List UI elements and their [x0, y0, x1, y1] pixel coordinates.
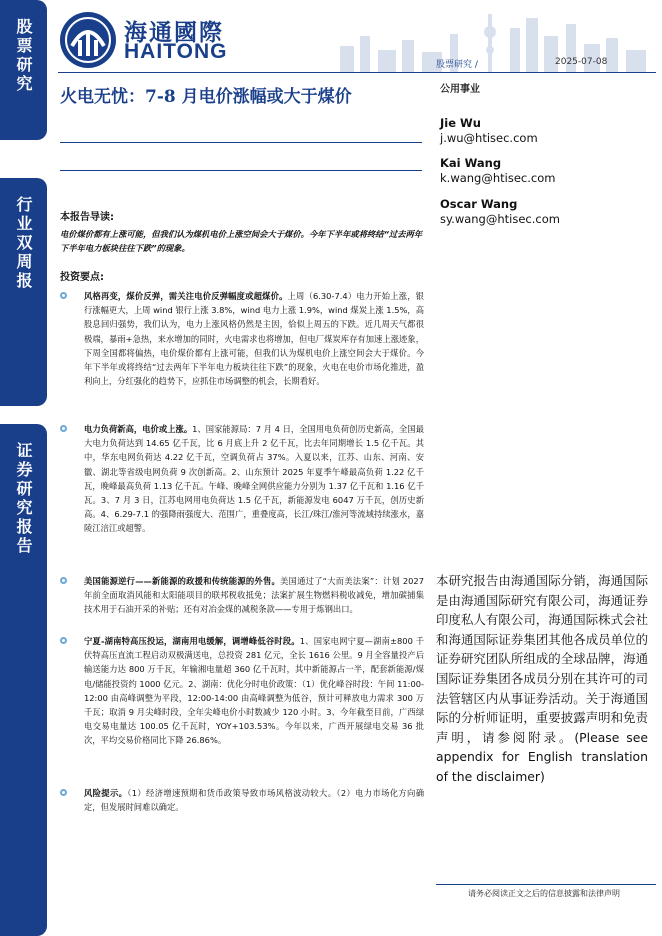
header-divider	[58, 72, 656, 73]
analyst-card	[440, 116, 538, 146]
bullet-icon	[60, 789, 67, 796]
point-lead: 宁夏-湖南特高压投运，湖南用电缓解，调增峰低谷时段。	[84, 636, 300, 646]
point-body: 美国通过了“大而美法案”：计划 2027 年前全面取消风能和太阳能项目的联邦税收抵免；法案扩展生物燃料税收减免，增加碳捕集技术用于石油开采的补贴；还有对冶金煤的减税条款——专用于炼钢出口。	[84, 576, 424, 615]
bullet-icon	[60, 577, 67, 584]
analyst-name: Jie Wu	[440, 116, 481, 130]
analyst-card	[440, 197, 560, 227]
sector-label: 公用事业	[440, 84, 480, 95]
report-type: 股票研究 /	[436, 60, 478, 70]
point-lead: 电力负荷新高，电价或上涨。	[84, 424, 193, 434]
list-item	[60, 574, 424, 617]
list-item	[60, 634, 424, 748]
sidebar	[0, 0, 47, 936]
bullet-icon	[60, 292, 67, 299]
footer-divider	[436, 884, 656, 885]
point-body: 1、国家能源局：7 月 4 日，全国用电负荷创历史新高，全国最大电力负荷达到 14.65 亿千瓦，比 6 月底上升 2 亿千瓦，比去年同期增长 1.5 亿千瓦。其中，华东电网负荷达 4.22 亿千瓦，空调负荷占 37%。入夏以来，江苏、山东、河南、安徽、湖北等省级电网负荷 9 次创新高。2、山东预计 2025 年夏季午峰最高负荷 1.22 亿千瓦，晚峰最高负荷 1.13 亿千瓦。午峰、晚峰全网供应能力分别为 1.37 亿千瓦和 1.16 亿千瓦。3、7 月 3 日，江苏电网用电负荷达 1.5 亿千瓦，新能源发电 6047 万千瓦，创历史新高。4、6.29-7.1 的强降雨强度大、范围广，重叠度高，长江/珠江/淮河等流域持续涨水，嘉陵江涪江或超警。	[84, 424, 424, 534]
list-item	[60, 786, 424, 814]
disclaimer: 本研究报告由海通国际分销，海通国际是由海通国际研究有限公司，海通证券印度私人有限公司，海通国际株式会社和海通国际证券集团其他各成员单位的证券研究团队所组成的全球品牌，海通国际证券集团各成员分别在其许可的司法管辖区内从事证券活动。关于海通国际的分析师证明，重要披露声明和免责声明，请参阅附录。(Please see appendix for English translation of the disclaimer)	[436, 573, 648, 784]
sidebar-tab-biweekly: 行业双周报	[0, 178, 47, 406]
footer-note: 请务必阅读正文之后的信息披露和法律声明	[468, 889, 620, 898]
brand-name-cn: 海通國際	[124, 19, 224, 46]
report-title: 火电无忧：7-8 月电价涨幅或大于煤价	[60, 87, 352, 107]
analyst-email[interactable]: k.wang@htisec.com	[440, 171, 556, 185]
report-date: 2025-07-08	[555, 57, 608, 67]
point-lead: 风险提示。	[84, 788, 128, 798]
brand-name-en: HAITONG	[124, 40, 228, 63]
analyst-name: Kai Wang	[440, 156, 502, 170]
bullet-icon	[60, 425, 67, 432]
title-rule-1	[60, 142, 422, 143]
analyst-email[interactable]: sy.wang@htisec.com	[440, 212, 560, 226]
point-body: （1）经济增速预期和货币政策导致市场风格波动较大。（2）电力市场化方向确定，但发展时间难以确定。	[84, 788, 424, 813]
analyst-name: Oscar Wang	[440, 197, 518, 211]
point-lead: 风格再变，煤价反弹，需关注电价反弹幅度或超煤价。	[84, 291, 288, 301]
sidebar-tab-securities-report: 证券研究报告	[0, 424, 47, 936]
sidebar-tab-stock-research: 股票研究	[0, 0, 47, 140]
point-body: 上周（6.30-7.4）电力开始上涨，银行涨幅更大，上周 wind 银行上涨 3.8%，wind 电力上涨 1.9%，wind 煤炭上涨 1.5%，高股息回归强势，我们认为，电力上涨风格仍然是主因，恰似上周五的下跌。近几周天气都很极端，暴雨+急热，来水增加的同时，火电需求也将增加，但电厂煤炭库存有加速上涨迹象，下周全国都将偏热，电价煤价都有上涨可能，但我们认为煤机电价上涨空间会大于煤价。今年下半年或将终结“过去两年下半年电力板块往往下跌”的现象，火电在电价市场化推进，盈利向上，分红强化的趋势下，应抓住市场调整的机会，长期看好。	[84, 291, 424, 387]
guide-body: 电价煤价都有上涨可能，但我们认为煤机电价上涨空间会大于煤价。今年下半年或将终结“过去两年下半年电力板块往往下跌”的现象。	[60, 229, 423, 253]
analyst-card	[440, 156, 555, 186]
title-rule-2	[60, 170, 422, 171]
list-item	[60, 289, 424, 388]
point-lead: 美国能源逆行——新能源的政援和传统能源的外售。	[84, 576, 281, 586]
haitong-logo-icon	[58, 10, 118, 70]
bullet-icon	[60, 637, 67, 644]
point-body: 1、国家电网宁夏—湖南±800 千伏特高压直流工程启动双极满送电，总投资 281 亿元，全长 1616 公里。9 月全容量投产后输送能力达 800 万千瓦，年输湘电量超 360 亿千瓦时，其中新能源占一半，配套新能源/煤电/储能投资约 1000 亿元。2、湖南：优化分时电价政策：（1）优化峰谷时段：午间 11:00-12:00 由高峰调整为平段，12:00-14:00 由高峰调整为低谷，预计可释放电力需求 300 万千瓦；取消 9 月尖峰时段，全年尖峰电价小时数减少 120 小时。3、今年截至目前，广西绿电交易电量达 100.05 亿千瓦时，YOY+103.53%。今年以来，广西开展绿电交易 36 批次，平均交易价格同比下降 26.86%。	[84, 636, 424, 746]
analyst-email[interactable]: j.wu@htisec.com	[440, 131, 538, 145]
list-item	[60, 422, 424, 536]
points-heading: 投资要点:	[60, 272, 104, 283]
guide-heading: 本报告导读:	[60, 212, 114, 223]
